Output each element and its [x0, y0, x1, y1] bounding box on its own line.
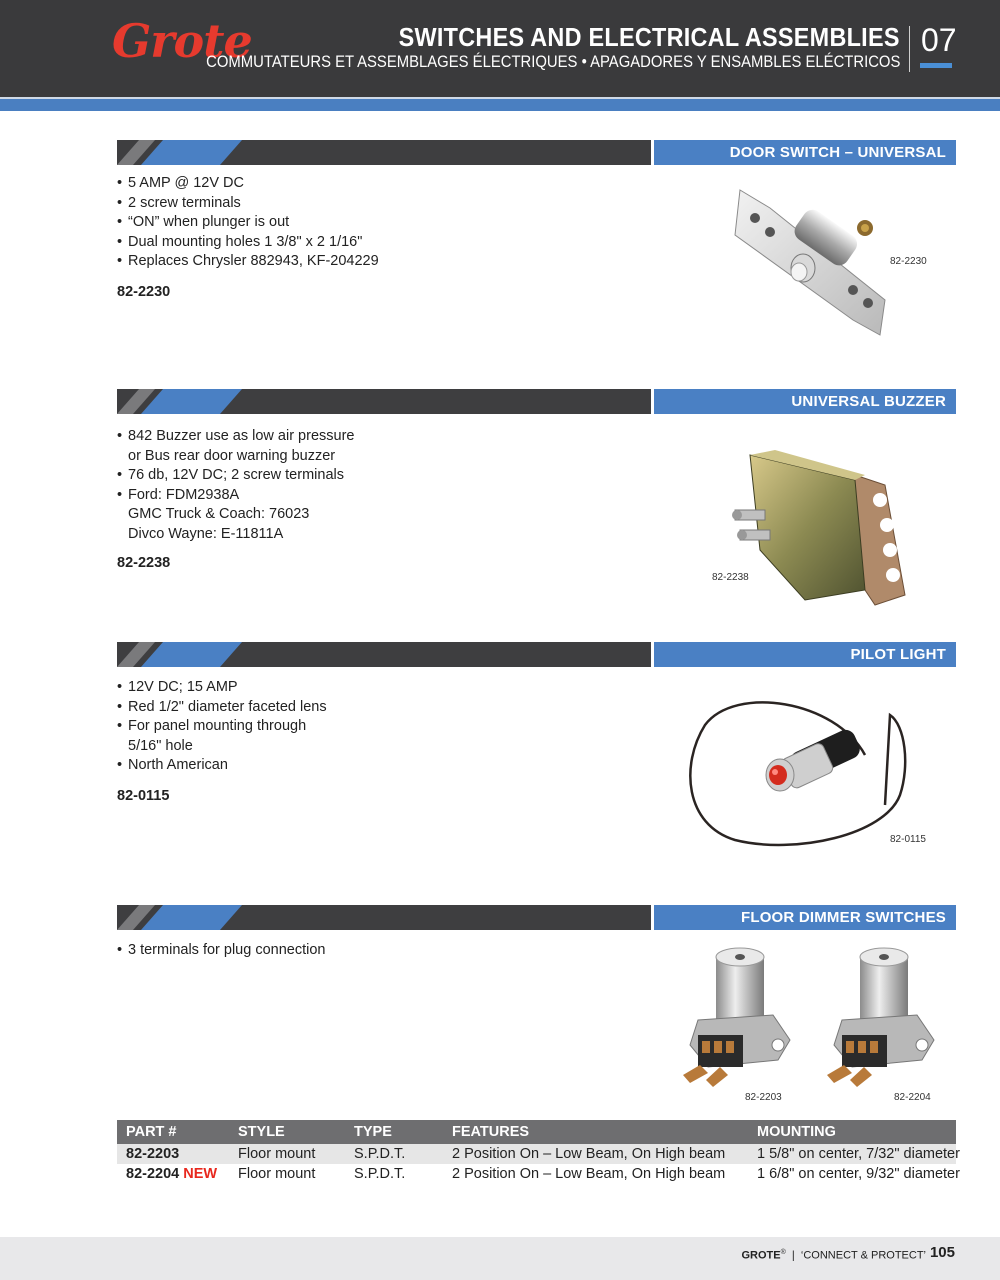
column-header-style: STYLE: [238, 1124, 285, 1140]
list-item-continuation: GMC Truck & Coach: 76023: [128, 506, 310, 523]
image-label-82-2203: 82-2203: [745, 1092, 782, 1103]
floor-dimmer-features: [117, 941, 325, 961]
table-header: [117, 1120, 956, 1144]
part-cell: 82-2203: [126, 1146, 180, 1162]
type-cell: S.P.D.T.: [354, 1146, 406, 1162]
column-header-part: PART #: [126, 1124, 177, 1140]
list-item: • 2 screw terminals: [117, 194, 379, 214]
table-row: [117, 1164, 960, 1184]
part-cell: 82-2204: [126, 1166, 180, 1182]
pilot-light-features: [117, 678, 327, 776]
list-item-continuation: Divco Wayne: E-11811A: [128, 525, 284, 542]
page-number: 105: [929, 1244, 955, 1261]
page-header: [0, 0, 1000, 97]
part-number-82-0115: 82-0115: [117, 788, 170, 804]
list-item-continuation: or Bus rear door warning buzzer: [128, 447, 336, 464]
pilot-light-image: [685, 695, 920, 865]
image-label-82-2204: 82-2204: [894, 1092, 931, 1103]
part-number-82-2230: 82-2230: [117, 284, 171, 300]
section-bar-floor-dimmer: [117, 905, 651, 930]
footer-brand: GROTE: [741, 1249, 781, 1262]
section-title-floor-dimmer: FLOOR DIMMER SWITCHES: [654, 905, 956, 930]
header-divider: [909, 26, 910, 72]
section-number-underline: [920, 63, 952, 68]
section-title-door-switch: DOOR SWITCH – UNIVERSAL: [654, 140, 956, 165]
style-cell: Floor mount: [238, 1146, 316, 1162]
column-header-features: FEATURES: [452, 1124, 530, 1140]
floor-dimmer-image-82-2203: [678, 945, 806, 1095]
image-label-82-2238: 82-2238: [712, 572, 749, 583]
section-title-universal-buzzer: UNIVERSAL BUZZER: [654, 389, 956, 414]
header-stripe: [0, 97, 1000, 111]
list-item: • 842 Buzzer use as low air pressure: [117, 427, 354, 447]
section-bar-universal-buzzer: [117, 389, 651, 414]
image-label-82-2230: 82-2230: [890, 256, 927, 267]
spec-table: [117, 1120, 960, 1184]
list-item: • For panel mounting through: [117, 717, 327, 737]
footer-separator: |: [791, 1249, 795, 1262]
column-header-type: TYPE: [354, 1124, 392, 1140]
section-bar-accent: [117, 642, 257, 667]
footer-tagline-text: ‘CONNECT & PROTECT’: [800, 1249, 926, 1262]
buzzer-features: [117, 427, 354, 545]
floor-dimmer-image-82-2204: [820, 945, 948, 1095]
page-subtitle: COMMUTATEURS ET ASSEMBLAGES ÉLECTRIQUES • APAGADORES Y ENSAMBLES ELÉCTRICOS: [205, 53, 900, 71]
list-item: • 3 terminals for plug connection: [117, 941, 325, 961]
door-switch-image: [725, 180, 895, 340]
image-label-82-0115: 82-0115: [890, 834, 926, 845]
list-item: • Red 1/2" diameter faceted lens: [117, 698, 327, 718]
type-cell: S.P.D.T.: [354, 1166, 406, 1182]
section-bar-accent: [117, 389, 257, 414]
list-item: • 5 AMP @ 12V DC: [117, 174, 379, 194]
page-footer: [0, 1237, 1000, 1280]
section-bar-pilot-light: [117, 642, 651, 667]
mounting-cell: 1 6/8" on center, 9/32" diameter: [757, 1166, 960, 1182]
section-bar-door-switch: [117, 140, 651, 165]
new-badge: NEW: [183, 1166, 218, 1182]
list-item: • Replaces Chrysler 882943, KF-204229: [117, 252, 379, 272]
list-item-continuation: 5/16" hole: [128, 737, 193, 754]
list-item: • North American: [117, 756, 327, 776]
part-number-82-2238: 82-2238: [117, 555, 171, 571]
style-cell: Floor mount: [238, 1166, 316, 1182]
section-title-pilot-light: PILOT LIGHT: [654, 642, 956, 667]
section-bar-accent: [117, 140, 257, 165]
features-cell: 2 Position On – Low Beam, On High beam: [452, 1146, 726, 1162]
section-number: 07: [921, 22, 957, 58]
footer-tagline: [742, 1249, 927, 1262]
list-item: • “ON” when plunger is out: [117, 213, 379, 233]
list-item: • Ford: FDM2938A: [117, 486, 354, 506]
page-title: SWITCHES AND ELECTRICAL ASSEMBLIES: [398, 22, 900, 52]
grote-logo: Grote: [112, 14, 252, 68]
buzzer-image: [715, 440, 915, 610]
list-item: • 12V DC; 15 AMP: [117, 678, 327, 698]
table-row: [117, 1144, 960, 1164]
list-item: • Dual mounting holes 1 3/8" x 2 1/16": [117, 233, 379, 253]
column-header-mounting: MOUNTING: [757, 1124, 836, 1140]
mounting-cell: 1 5/8" on center, 7/32" diameter: [757, 1146, 960, 1162]
features-cell: 2 Position On – Low Beam, On High beam: [452, 1166, 726, 1182]
door-switch-features: [117, 174, 379, 272]
section-bar-accent: [117, 905, 257, 930]
registered-mark: ®: [780, 1249, 786, 1256]
list-item: • 76 db, 12V DC; 2 screw terminals: [117, 466, 354, 486]
